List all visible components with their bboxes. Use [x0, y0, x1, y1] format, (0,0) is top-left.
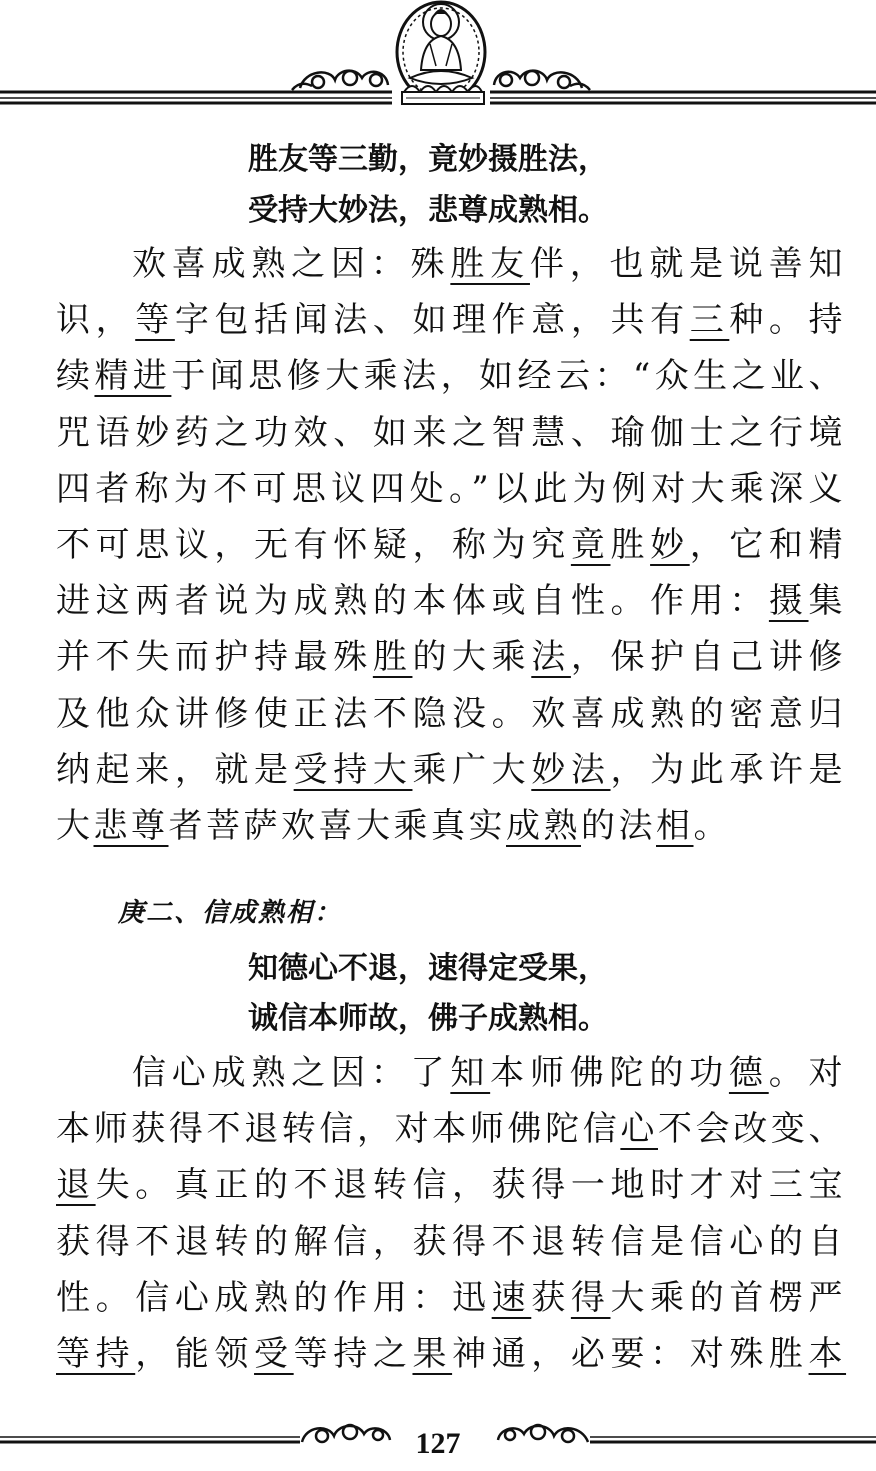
paragraph-line: 并不失而护持最殊胜的大乘法，保护自己讲修 — [56, 637, 847, 678]
paragraph-line: 续精进于闻思修大乘法，如经云：“众生之业、 — [56, 356, 847, 397]
paragraph-line: 欢喜成熟之因：殊胜友伴，也就是说善知 — [132, 244, 847, 284]
paragraph-line: 信心成熟之因：了知本师佛陀的功德。对 — [132, 1053, 847, 1093]
verse-line: 胜友等三勤，竟妙摄胜法， — [248, 142, 608, 177]
section-heading: 庚二、信成熟相： — [118, 898, 343, 928]
commentary-paragraph — [56, 1045, 846, 1382]
page-number: 127 — [415, 1427, 461, 1460]
paragraph-line: 进这两者说为成熟的本体或自性。作用：摄集 — [56, 581, 847, 622]
paragraph-line: 纳起来，就是受持大乘广大妙法，为此承许是 — [56, 749, 847, 790]
paragraph-line: 性。信心成熟的作用：迅速获得大乘的首楞严 — [56, 1277, 847, 1318]
paragraph-line: 等持，能领受等持之果神通，必要：对殊胜本 — [56, 1334, 847, 1375]
paragraph-line: 及他众讲修使正法不隐没。欢喜成熟的密意归 — [56, 693, 846, 734]
commentary-paragraph — [56, 236, 846, 854]
paragraph-line: 识，等字包括闻法、如理作意，共有三种。持 — [56, 300, 847, 341]
verse-line: 受持大妙法，悲尊成熟相。 — [248, 193, 608, 228]
paragraph-line: 咒语妙药之功效、如来之智慧、瑜伽士之行境 — [56, 412, 846, 453]
paragraph-line: 四者称为不可思议四处。”以此为例对大乘深义 — [56, 468, 846, 509]
verse-line: 诚信本师故，佛子成熟相。 — [248, 1001, 608, 1036]
paragraph-line: 获得不退转的解信，获得不退转信是信心的自 — [56, 1221, 846, 1262]
paragraph-line: 本师获得不退转信，对本师佛陀信心不会改变、 — [56, 1109, 846, 1150]
header-ornament — [0, 0, 876, 112]
paragraph-line: 大悲尊者菩萨欢喜大乘真实成熟的法相。 — [56, 806, 731, 847]
buddha-emblem-icon — [0, 0, 876, 112]
verse-line: 知德心不退，速得定受果， — [248, 951, 608, 986]
paragraph-line: 退失。真正的不退转信，获得一地时才对三宝 — [56, 1165, 847, 1206]
paragraph-line: 不可思议，无有怀疑，称为究竟胜妙，它和精 — [56, 525, 847, 566]
